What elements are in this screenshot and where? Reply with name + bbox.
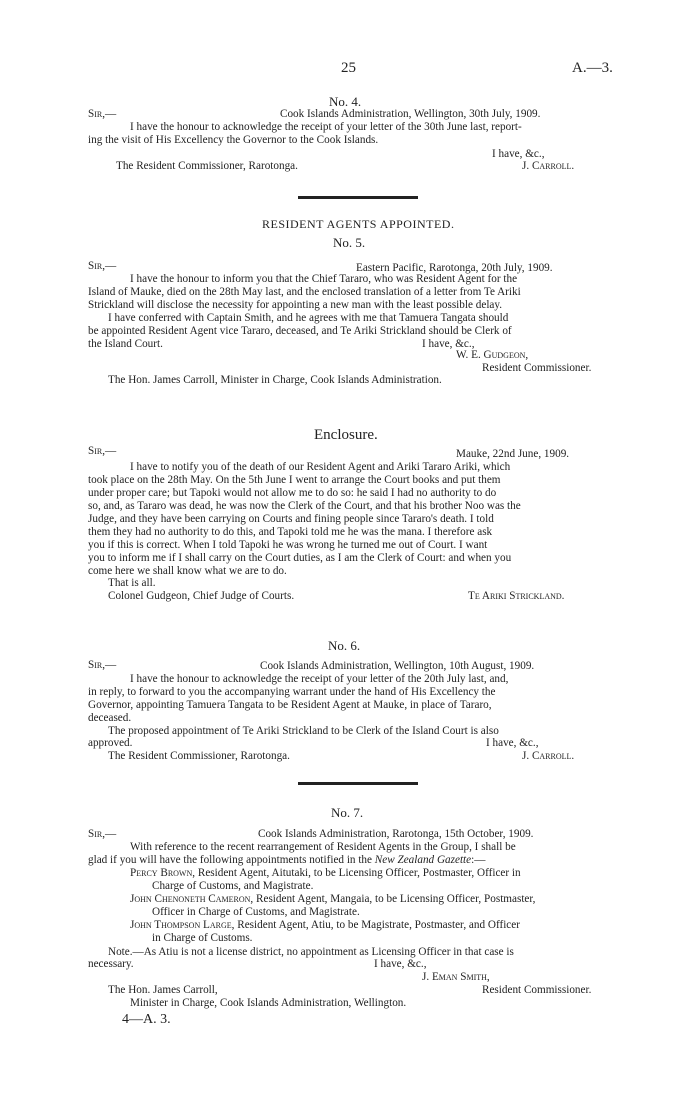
letter-body: so, and, as Tararo was dead, he was now the Clerk of the Court, and that his brother Noo was the <box>88 500 521 512</box>
letter-body: took place on the 28th May. On the 5th June I went to arrange the Court books and put them <box>88 474 501 486</box>
gazette-title: New Zealand Gazette <box>374 854 472 866</box>
note: Note.—As Atiu is not a license district, no appointment as Licensing Officer in that case is <box>108 946 514 958</box>
address-date: Cook Islands Administration, Wellington, 30th July, 1909. <box>280 108 541 120</box>
recipient: The Hon. James Carroll, Minister in Charge, Cook Islands Administration. <box>108 374 442 386</box>
signature-title: Resident Commissioner. <box>482 362 592 374</box>
appointment-text: , Resident Agent, Aitutaki, to be Licensing Officer, Postmaster, Officer in <box>192 867 521 879</box>
recipient: Minister in Charge, Cook Islands Administration, Wellington. <box>130 997 407 1009</box>
page-number: 25 <box>341 60 356 76</box>
letter-body: in reply, to forward to you the accompanying warrant under the hand of His Excellency the <box>88 686 496 698</box>
letter-body-text: :— <box>471 854 486 866</box>
signature: W. E. Gudgeon, <box>456 349 529 361</box>
letter-body: I have the honour to acknowledge the receipt of your letter of the 20th July last, and, <box>130 673 509 685</box>
appointment-text: , Resident Agent, Atiu, to be Magistrate, Postmaster, and Officer <box>231 919 520 931</box>
appointee-name: John Chenoneth Cameron <box>130 893 251 905</box>
letter-body: them they had no authority to do this, and Tapoki told me he was the mana. I therefore ask <box>88 526 493 538</box>
signature: J. Eman Smith, <box>422 971 490 983</box>
letter-body: you if this is correct. When I told Tapoki he was wrong he turned me out of Court. I want <box>88 539 488 551</box>
letter-body: I have to notify you of the death of our Resident Agent and Ariki Tararo Ariki, which <box>130 461 511 473</box>
signature: Te Ariki Strickland. <box>468 590 565 602</box>
salutation: Sir,— <box>88 445 117 457</box>
address-date: Cook Islands Administration, Rarotonga, 15th October, 1909. <box>258 828 534 840</box>
document-reference: A.—3. <box>572 60 613 76</box>
section-separator <box>298 782 418 785</box>
signature-mark: 4—A. 3. <box>122 1012 171 1027</box>
letter-body: Strickland will disclose the necessity for appointing a new man with the least possible delay. <box>88 299 503 311</box>
letter-body: I have conferred with Captain Smith, and he agrees with me that Tamuera Tangata should <box>108 312 509 324</box>
letter-number: No. 5. <box>333 235 366 250</box>
letter-body: Judge, and they have been carrying on Courts and fining people since Tararo's death. I told <box>88 513 494 525</box>
appointment-text: Charge of Customs, and Magistrate. <box>152 880 314 892</box>
signature: J. Carroll. <box>522 750 575 762</box>
letter-body-text: glad if you will have the following appointments notified in the <box>88 854 375 866</box>
recipient: The Resident Commissioner, Rarotonga. <box>108 750 290 762</box>
letter-body: deceased. <box>88 712 132 724</box>
appointment-item <box>130 919 520 932</box>
appointee-name: Percy Brown <box>130 867 193 879</box>
closing: I have, &c., <box>492 148 545 160</box>
letter-body: Governor, appointing Tamuera Tangata to be Resident Agent at Mauke, in place of Tararo, <box>88 699 492 711</box>
signature: J. Carroll. <box>522 160 575 172</box>
letter-body: be appointed Resident Agent vice Tararo, deceased, and Te Ariki Strickland should be Clerk of <box>88 325 512 337</box>
letter-body: come here we shall know what we are to do. <box>88 565 287 577</box>
section-separator <box>298 196 418 199</box>
address-date: Mauke, 22nd June, 1909. <box>456 448 570 460</box>
letter-body: you to inform me if I shall carry on the Court duties, as I am the Clerk of Court: and when you <box>88 552 512 564</box>
salutation: Sir,— <box>88 108 117 120</box>
letter-body: the Island Court. <box>88 338 163 350</box>
salutation: Sir,— <box>88 659 117 671</box>
letter-body: under proper care; but Tapoki would not allow me to do so: he said I had no authority to do <box>88 487 497 499</box>
appointment-text: in Charge of Customs. <box>152 932 253 944</box>
recipient: The Hon. James Carroll, <box>108 984 218 996</box>
letter-body: ing the visit of His Excellency the Governor to the Cook Islands. <box>88 134 379 146</box>
letter-body: I have the honour to acknowledge the receipt of your letter of the 30th June last, report- <box>130 121 522 133</box>
letter-body: The proposed appointment of Te Ariki Strickland to be Clerk of the Island Court is also <box>108 725 499 737</box>
letter-body <box>88 854 485 867</box>
appointment-item <box>130 893 535 906</box>
letter-number: No. 6. <box>328 638 361 653</box>
note: necessary. <box>88 958 134 970</box>
salutation: Sir,— <box>88 828 117 840</box>
recipient: Colonel Gudgeon, Chief Judge of Courts. <box>108 590 295 602</box>
appointment-text: Officer in Charge of Customs, and Magistrate. <box>152 906 360 918</box>
address-date: Cook Islands Administration, Wellington, 10th August, 1909. <box>260 660 535 672</box>
address-date: Eastern Pacific, Rarotonga, 20th July, 1909. <box>356 262 553 274</box>
closing: I have, &c., <box>374 958 427 970</box>
letter-body: approved. <box>88 737 133 749</box>
letter-body: I have the honour to inform you that the Chief Tararo, who was Resident Agent for the <box>130 273 518 285</box>
appointment-item <box>130 867 521 880</box>
letter-body: Island of Mauke, died on the 28th May last, and the enclosed translation of a letter from Te Ariki <box>88 286 521 298</box>
salutation: Sir,— <box>88 260 117 272</box>
section-heading: Enclosure. <box>314 427 378 443</box>
appointment-text: , Resident Agent, Mangaia, to be Licensing Officer, Postmaster, <box>250 893 536 905</box>
signature-title: Resident Commissioner. <box>482 984 592 996</box>
letter-body: That is all. <box>108 577 156 589</box>
letter-number: No. 4. <box>329 94 362 109</box>
closing: I have, &c., <box>422 338 475 350</box>
letter-number: No. 7. <box>331 805 364 820</box>
appointee-name: John Thompson Large <box>130 919 232 931</box>
closing: I have, &c., <box>486 737 539 749</box>
section-heading: RESIDENT AGENTS APPOINTED. <box>262 217 455 231</box>
recipient: The Resident Commissioner, Rarotonga. <box>116 160 298 172</box>
letter-body: With reference to the recent rearrangement of Resident Agents in the Group, I shall be <box>130 841 516 853</box>
